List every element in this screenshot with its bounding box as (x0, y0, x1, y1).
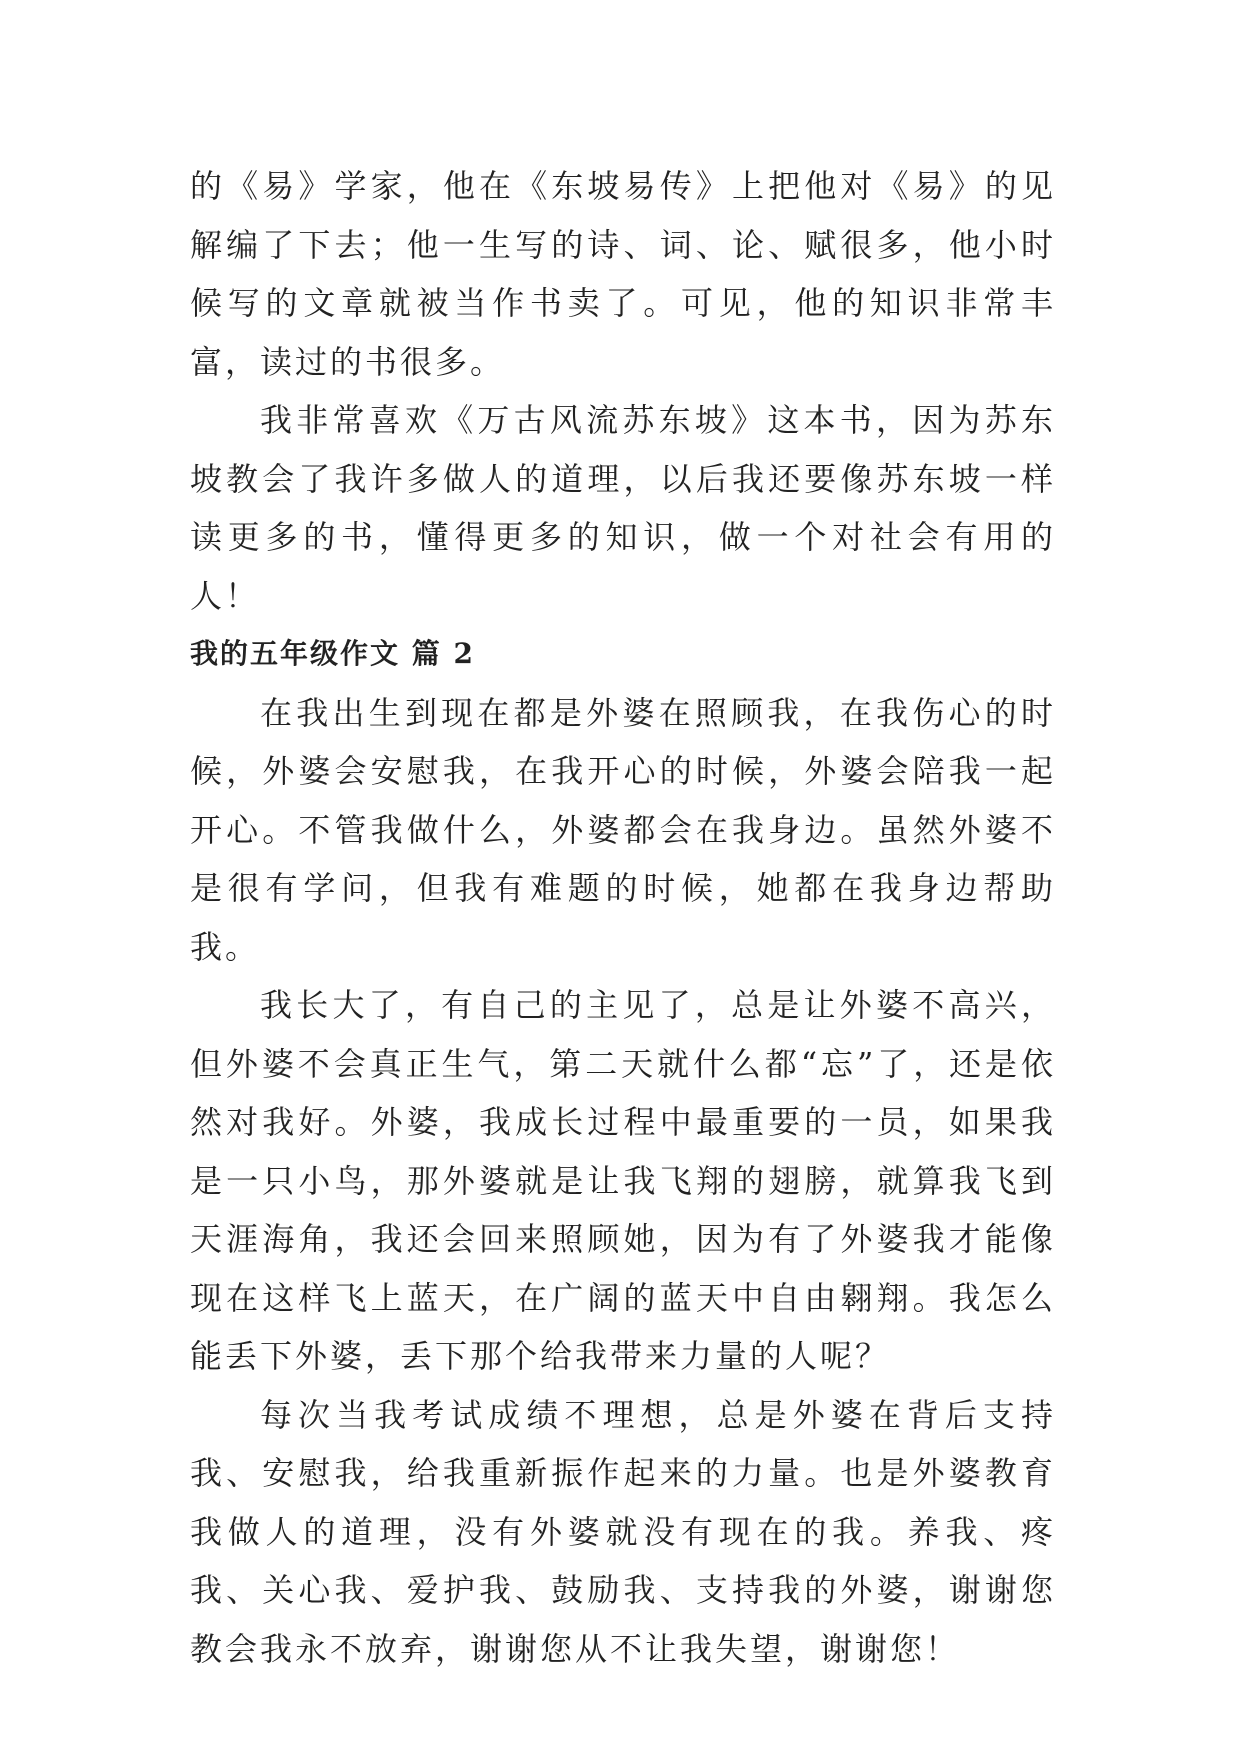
paragraph: 我非常喜欢《万古风流苏东坡》这本书，因为苏东坡教会了我许多做人的道理，以后我还要像苏东坡一样读更多的书，懂得更多的知识，做一个对社会有用的人！ (190, 401, 1056, 615)
paragraph: 我长大了，有自己的主见了，总是让外婆不高兴，但外婆不会真正生气，第二天就什么都“忘”了，还是依然对我好。外婆，我成长过程中最重要的一员，如果我是一只小鸟，那外婆就是让我飞翔的翅膀，就算我飞到天涯海角，我还会回来照顾她，因为有了外婆我才能像现在这样飞上蓝天，在广阔的蓝天中自由翱翔。我怎么能丢下外婆，丢下那个给我带来力量的人呢？ (190, 986, 1056, 1375)
paragraph: 每次当我考试成绩不理想，总是外婆在背后支持我、安慰我，给我重新振作起来的力量。也是外婆教育我做人的道理，没有外婆就没有现在的我。养我、疼我、关心我、爱护我、鼓励我、支持我的外婆，谢谢您教会我永不放弃，谢谢您从不让我失望，谢谢您！ (190, 1395, 1056, 1668)
document-page (190, 157, 1056, 1678)
paragraph: 在我出生到现在都是外婆在照顾我，在我伤心的时候，外婆会安慰我，在我开心的时候，外婆会陪我一起开心。不管我做什么，外婆都会在我身边。虽然外婆不是很有学问，但我有难题的时候，她都在我身边帮助我。 (190, 693, 1056, 966)
section-heading: 我的五年级作文 篇 2 (190, 637, 475, 670)
paragraph-continued: 的《易》学家，他在《东坡易传》上把他对《易》的见解编了下去；他一生写的诗、词、论、赋很多，他小时候写的文章就被当作书卖了。可见，他的知识非常丰富，读过的书很多。 (190, 167, 1056, 381)
